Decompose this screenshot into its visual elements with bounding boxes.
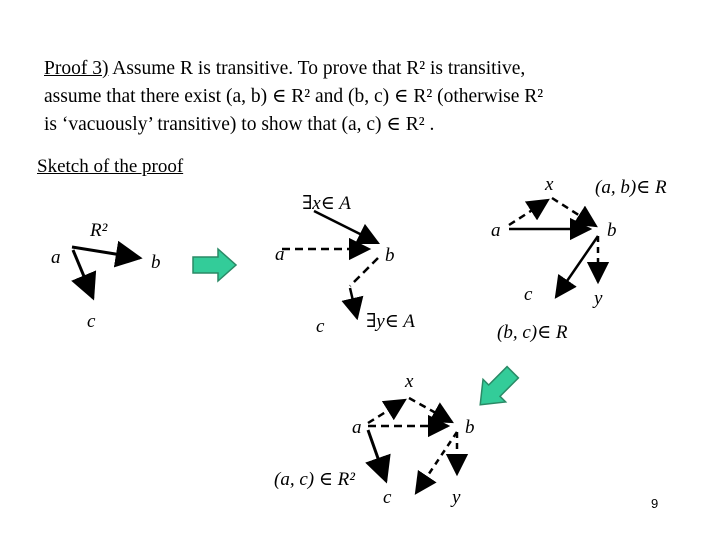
node-c: c [87, 311, 96, 332]
block-arrow-diagonal [469, 361, 524, 416]
proof-heading: Proof 3) [44, 58, 109, 79]
exists-y-label: ∃y∈ A [366, 311, 415, 332]
proof-line-3: is ‘vacuously’ transitive) to show that (a, c) ∈ R² . [44, 114, 435, 135]
node-c: c [524, 284, 533, 305]
node-a: a [275, 244, 285, 265]
node-y: y [594, 288, 603, 309]
node-y: y [452, 487, 461, 508]
label-r2: R² [90, 220, 108, 241]
ac-in-r2-label: (a, c) ∈ R² [274, 469, 355, 490]
node-b: b [607, 220, 617, 241]
page-number: 9 [651, 496, 659, 511]
node-c: c [316, 316, 325, 337]
path-dash-by [350, 258, 378, 286]
ab-in-r-label: (a, b)∈ R [595, 177, 667, 198]
path-arrow-xb [552, 198, 596, 226]
diagram-step-3 [491, 174, 667, 343]
path-arrow-ax [509, 200, 548, 225]
node-x: x [545, 174, 554, 195]
diagram-step-4 [274, 371, 475, 508]
sketch-title: Sketch of the proof [37, 156, 184, 177]
diagram-step-2 [275, 193, 415, 337]
node-a: a [352, 417, 362, 438]
node-a: a [51, 247, 61, 268]
block-arrow-right-1 [193, 249, 236, 281]
node-a: a [491, 220, 501, 241]
path-arrow-bc [556, 236, 598, 297]
node-c: c [383, 487, 392, 508]
path-arrow-xb [314, 211, 378, 243]
node-b: b [151, 252, 161, 273]
path-arrow-yc [350, 288, 357, 318]
diagram-step-1 [51, 220, 161, 332]
proof-line-1-text: Assume R is transitive. To prove that R² is transitive, [108, 58, 526, 79]
path-arrow-xb [409, 398, 452, 422]
proof-line-2: assume that there exist (a, b) ∈ R² and (b, c) ∈ R² (otherwise R² [44, 86, 544, 107]
relation-arrow-ac [73, 250, 93, 298]
node-b: b [465, 417, 475, 438]
path-arrow-ac [368, 430, 386, 481]
bc-in-r-label: (b, c)∈ R [497, 322, 568, 343]
relation-arrow-ab [72, 247, 140, 258]
node-b: b [385, 245, 395, 266]
node-x: x [405, 371, 414, 392]
path-arrow-bc [416, 432, 457, 493]
path-arrow-ax [368, 400, 405, 423]
exists-x-label: ∃x∈ A [302, 193, 351, 214]
